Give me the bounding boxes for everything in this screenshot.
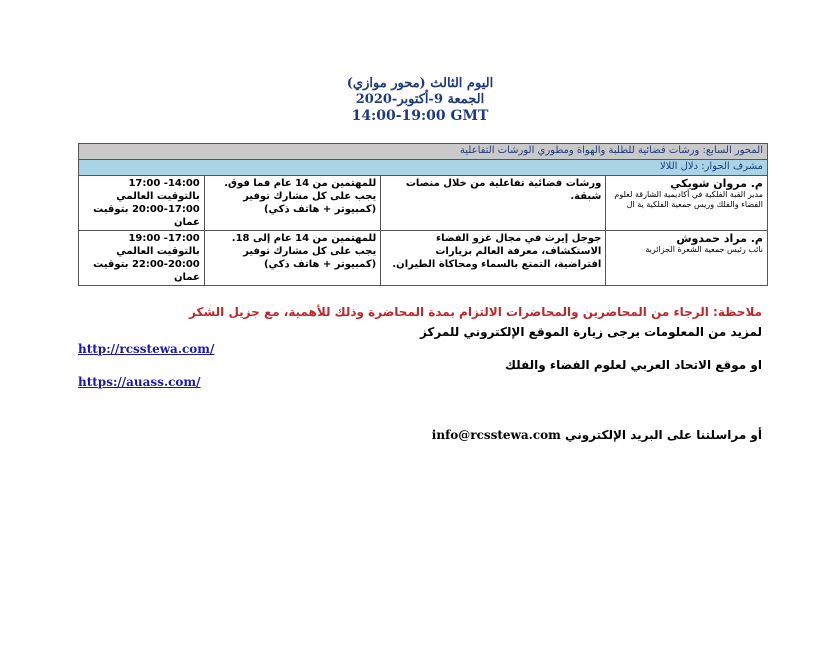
audience-cell: للمهتمين من 14 عام إلى 18. يجب على كل مشارك توفير (كمبيوتر + هاتف ذكي) [204, 231, 380, 286]
moderator-row [79, 160, 768, 176]
speaker-name: م. مروان شويكي [670, 177, 763, 190]
day-title: اليوم الثالث (محور موازي) [346, 76, 494, 91]
axis-row [79, 144, 768, 160]
audience-cell: للمهتمين من 14 عام فما فوق. يجب على كل مشارك توفير (كمبيوتر + هاتف ذكي) [204, 176, 380, 231]
more-info-text: لمزيد من المعلومات يرجى زيارة الموقع الإلكتروني للمركز [419, 325, 762, 339]
date-line: الجمعة 9-أكتوبر-2020 [355, 92, 485, 107]
topic-cell: ورشات فضائية تفاعلية من خلال منصات شبقة. [381, 176, 606, 231]
note-text: ملاحظة: الرجاء من المحاضرين والمحاضرات الالتزام بمدة المحاضرة وذلك للأهمية، مع جزيل الشكر [189, 305, 762, 319]
email-prefix: أو مراسلتنا على البريد الإلكتروني [565, 428, 762, 442]
time-cell: 14:00- 17:00 بالتوقيت العالمي 17:00-20:00 بتوقيت عمان [79, 176, 205, 231]
website-link[interactable]: http://rcsstewa.com/ [78, 342, 215, 356]
speaker-role: مدير القبة الفلكية في أكاديمية الشارقة لعلوم الفضاء والفلك وريس جمعية الفلكية ية ال [614, 190, 763, 209]
auass-link[interactable]: https://auass.com/ [78, 375, 201, 389]
speaker-role: نائب رئيس جمعية الشعرة الجزائرية [645, 245, 763, 254]
speaker-cell [606, 176, 768, 231]
table-row [79, 176, 768, 231]
speaker-name: م. مراد حمدوش [676, 232, 763, 245]
email-address[interactable]: info@rcsstewa.com [431, 428, 561, 442]
table-row [79, 231, 768, 286]
schedule-table [78, 143, 768, 286]
moderator: مشرف الحوار: دلال اللالا [79, 160, 768, 176]
email-line [432, 428, 762, 442]
topic-cell: جوجل إيرث في مجال غزو الفضاء الاستكشاف، معرفة العالم بزيارات افتراضية، التمتع بالسماء ومحاكاة الطيران. [381, 231, 606, 286]
time-line: 14:00-19:00 GMT [351, 108, 489, 124]
time-cell: 17:00- 19:00 بالتوقيت العالمي 20:00-22:00 بتوقيت عمان [79, 231, 205, 286]
axis-title: المحور السابع: ورشات فضائية للطلبة والهواة ومطوري الورشات التفاعلية [79, 144, 768, 160]
page-header [0, 76, 840, 124]
arab-union-text: او موقع الاتحاد العربي لعلوم الفضاء والفلك [504, 358, 762, 372]
speaker-cell [606, 231, 768, 286]
